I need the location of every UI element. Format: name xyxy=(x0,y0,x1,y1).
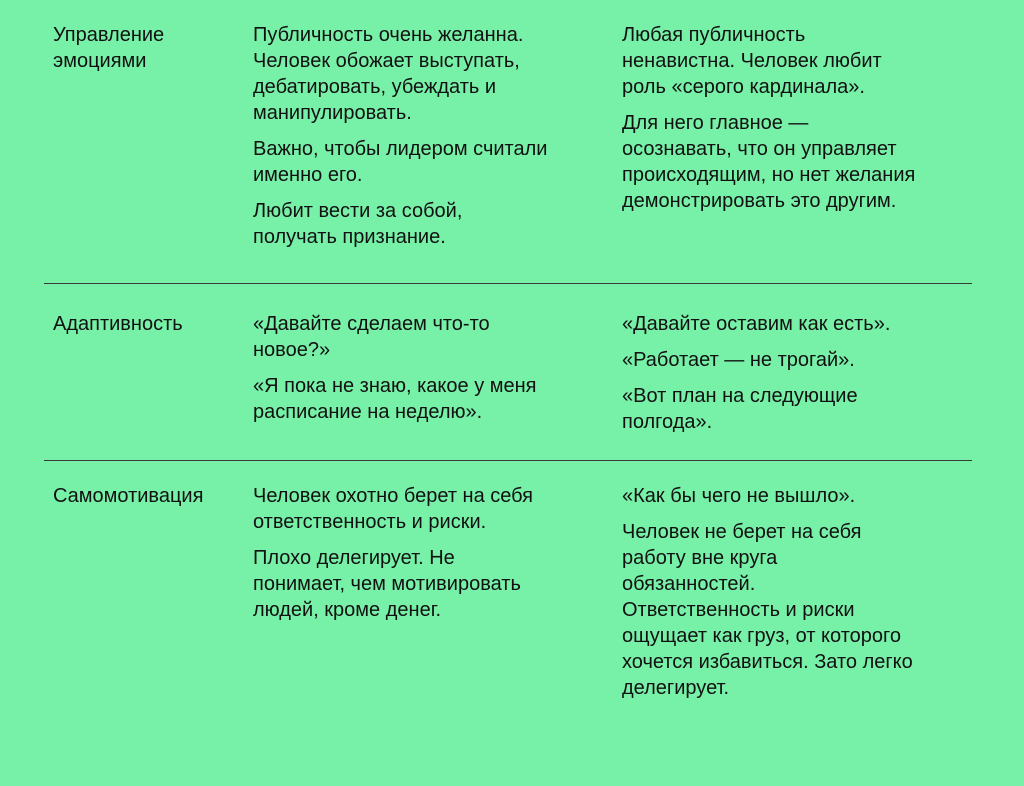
comparison-table xyxy=(44,0,972,761)
column-a-cell xyxy=(253,22,622,283)
cell-paragraph: Публичность очень желанна. Человек обожает выступать, дебатировать, убеждать и манипулировать. xyxy=(253,24,524,124)
table-row-emotion-management xyxy=(44,0,972,284)
cell-paragraph: «Давайте оставим как есть». xyxy=(622,313,891,335)
cell-paragraph: «Давайте сделаем что-то новое?» xyxy=(253,313,490,361)
column-a-cell xyxy=(253,483,622,761)
cell-paragraph: Важно, чтобы лидером считали именно его. xyxy=(253,138,548,186)
column-b-cell xyxy=(622,483,972,761)
cell-paragraph: «Я пока не знаю, какое у меня расписание на неделю». xyxy=(253,375,537,423)
cell-paragraph: Человек охотно берет на себя ответственность и риски. xyxy=(253,485,533,533)
cell-paragraph: Для него главное — осознавать, что он управляет происходящим, но нет желания демонстрировать это другим. xyxy=(622,112,916,212)
row-label-cell xyxy=(44,311,253,460)
column-a-cell xyxy=(253,311,622,460)
cell-paragraph: «Как бы чего не вышло». xyxy=(622,485,856,507)
row-label: Адаптивность xyxy=(53,313,183,335)
row-label-cell xyxy=(44,483,253,761)
row-label-cell xyxy=(44,22,253,283)
row-label: Управление эмоциями xyxy=(53,24,165,72)
table-row-adaptivity xyxy=(44,284,972,461)
row-label: Самомотивация xyxy=(53,485,204,507)
cell-paragraph: Любит вести за собой, получать признание. xyxy=(253,200,463,248)
cell-paragraph: Плохо делегирует. Не понимает, чем мотивировать людей, кроме денег. xyxy=(253,547,521,621)
cell-paragraph: Любая публичность ненавистна. Человек любит роль «серого кардинала». xyxy=(622,24,882,98)
cell-paragraph: «Работает — не трогай». xyxy=(622,349,855,371)
cell-paragraph: Человек не берет на себя работу вне круга обязанностей. Ответственность и риски ощущает как груз, от которого хочется избавиться. Зато легко делегирует. xyxy=(622,521,913,699)
cell-paragraph: «Вот план на следующие полгода». xyxy=(622,385,858,433)
table-row-self-motivation xyxy=(44,461,972,761)
column-b-cell xyxy=(622,311,972,460)
column-b-cell xyxy=(622,22,972,283)
